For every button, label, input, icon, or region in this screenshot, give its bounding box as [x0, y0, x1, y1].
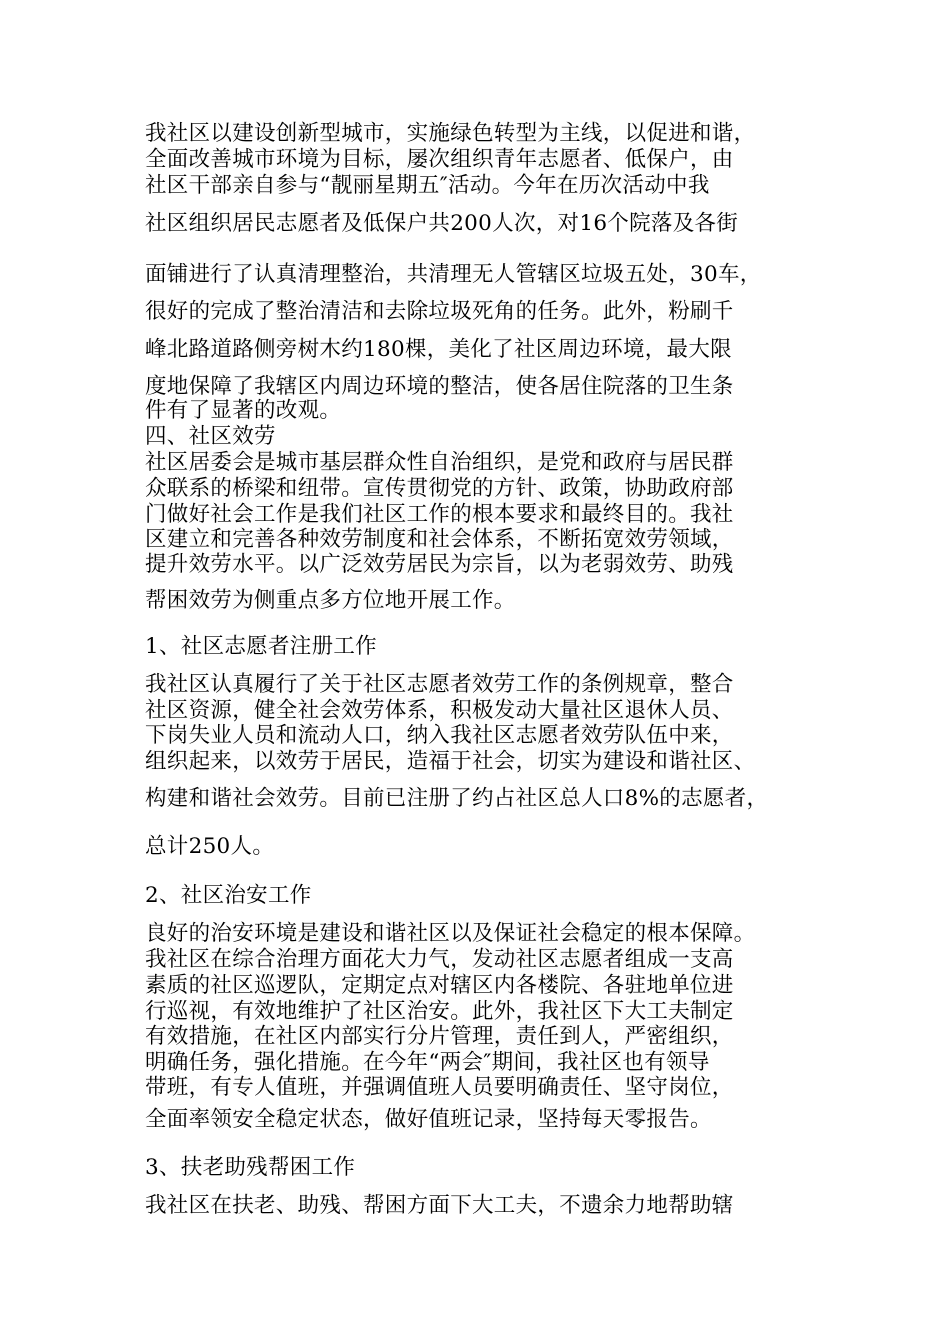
paragraph-line: 区建立和完善各种效劳制度和社会体系，不断拓宽效劳领域， [145, 527, 734, 552]
paragraph-line: 素质的社区巡逻队，定期定点对辖区内各楼院、各驻地单位进 [145, 973, 734, 998]
paragraph-line: 帮困效劳为侧重点多方位地开展工作。 [145, 588, 516, 613]
paragraph-line: 件有了显著的改观。 [145, 398, 342, 423]
paragraph-line: 有效措施，在社区内部实行分片管理，责任到人，严密组织， [145, 1024, 734, 1049]
subsection-heading: 3、扶老助残帮困工作 [145, 1155, 356, 1180]
paragraph-line: 我社区在扶老、助残、帮困方面下大工夫，不遗余力地帮助辖 [145, 1193, 734, 1218]
paragraph-line: 良好的治安环境是建设和谐社区以及保证社会稳定的根本保障。 [145, 921, 756, 946]
section-heading: 四、社区效劳 [145, 424, 276, 449]
paragraph-line: 社区居委会是城市基层群众性自治组织，是党和政府与居民群 [145, 450, 734, 475]
paragraph-line: 社区干部亲自参与“靓丽星期五″活动。今年在历次活动中我 [145, 173, 710, 198]
paragraph-line: 明确任务，强化措施。在今年“两会″期间，我社区也有领导 [145, 1050, 710, 1075]
paragraph-line: 总计250人。 [145, 834, 275, 859]
paragraph-line: 提升效劳水平。以广泛效劳居民为宗旨，以为老弱效劳、助残 [145, 552, 734, 577]
paragraph-line: 带班，有专人值班，并强调值班人员要明确责任、坚守岗位， [145, 1075, 734, 1100]
paragraph-line: 面铺进行了认真清理整治，共清理无人管辖区垃圾五处，30车， [145, 262, 762, 287]
paragraph-line: 门做好社会工作是我们社区工作的根本要求和最终目的。我社 [145, 502, 734, 527]
subsection-heading: 2、社区治安工作 [145, 883, 312, 908]
subsection-heading: 1、社区志愿者注册工作 [145, 634, 377, 659]
paragraph-line: 很好的完成了整治清洁和去除垃圾死角的任务。此外，粉刷千 [145, 299, 734, 324]
paragraph-line: 全面改善城市环境为目标，屡次组织青年志愿者、低保户，由 [145, 147, 734, 172]
paragraph-line: 度地保障了我辖区内周边环境的整洁，使各居住院落的卫生条 [145, 374, 734, 399]
paragraph-line: 我社区认真履行了关于社区志愿者效劳工作的条例规章，整合 [145, 672, 734, 697]
paragraph-line: 我社区以建设创新型城市，实施绿色转型为主线，以促进和谐， [145, 121, 756, 146]
paragraph-line: 社区资源，健全社会效劳体系，积极发动大量社区退休人员、 [145, 698, 734, 723]
paragraph-line: 众联系的桥梁和纽带。宣传贯彻党的方针、政策，协助政府部 [145, 476, 734, 501]
paragraph-line: 全面率领安全稳定状态，做好值班记录，坚持每天零报告。 [145, 1107, 712, 1132]
paragraph-line: 社区组织居民志愿者及低保户共200人次，对16个院落及各街 [145, 211, 739, 236]
paragraph-line: 我社区在综合治理方面花大力气，发动社区志愿者组成一支高 [145, 947, 734, 972]
paragraph-line: 峰北路道路侧旁树木约180棵，美化了社区周边环境，最大限 [145, 337, 732, 362]
paragraph-line: 下岗失业人员和流动人口，纳入我社区志愿者效劳队伍中来， [145, 723, 734, 748]
paragraph-line: 组织起来，以效劳于居民，造福于社会，切实为建设和谐社区、 [145, 749, 756, 774]
paragraph-line: 行巡视，有效地维护了社区治安。此外，我社区下大工夫制定 [145, 999, 734, 1024]
paragraph-line: 构建和谐社会效劳。目前已注册了约占社区总人口8%的志愿者， [145, 786, 769, 811]
